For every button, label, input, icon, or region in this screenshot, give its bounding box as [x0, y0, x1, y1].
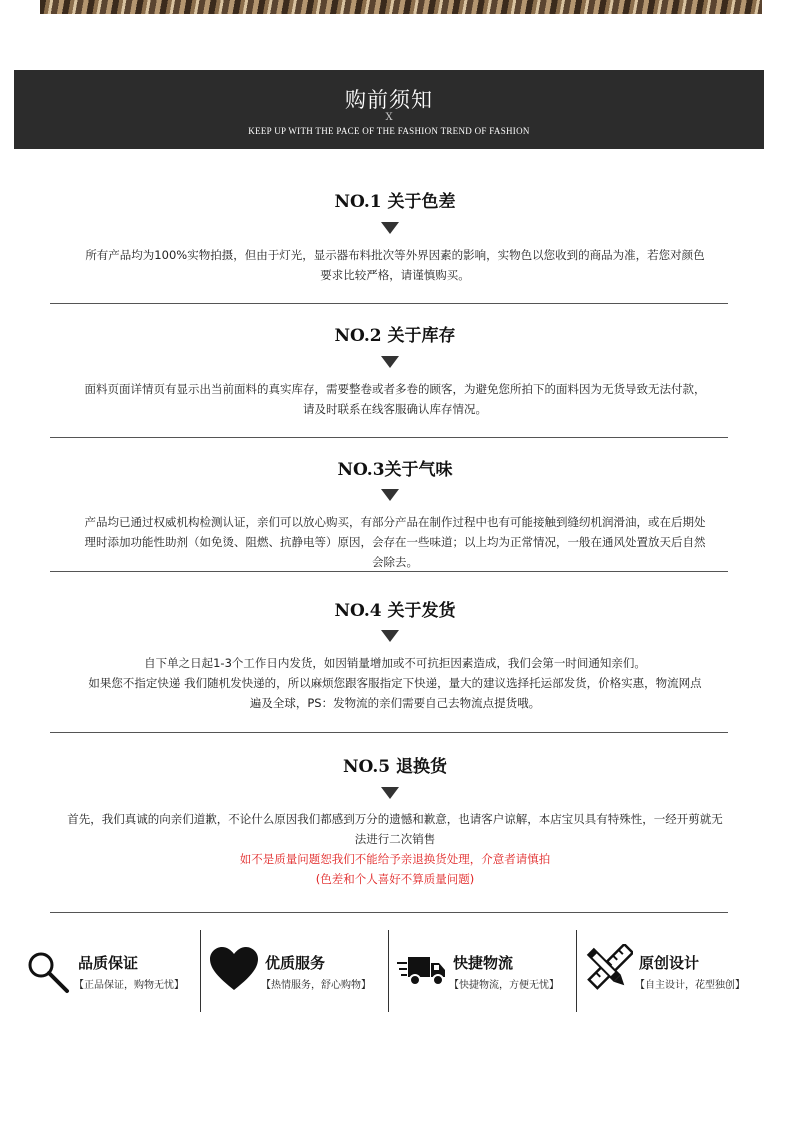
banner-subtitle: KEEP UP WITH THE PACE OF THE FASHION TREND OF FASHION [248, 126, 530, 136]
feature-quality [0, 930, 200, 1012]
section-5-title: NO.5 退换货 [342, 757, 448, 777]
chevron-down-icon [381, 356, 399, 368]
section-5-line: 法进行二次销售 [354, 832, 436, 846]
section-5-warning: 如不是质量问题恕我们不能给予亲退换货处理，介意者请慎拍 [239, 852, 551, 866]
feature-logistics [389, 930, 576, 1012]
divider [50, 912, 728, 913]
section-1-line: 所有产品均为100%实物拍摄，但由于灯光，显示器布料批次等外界因素的影响，实物色以您收到的商品为准，若您对颜色 [85, 248, 705, 262]
section-1-text [40, 245, 750, 285]
section-3-text [40, 512, 750, 572]
section-3-line: 产品均已通过权威机构检测认证，亲们可以放心购买，有部分产品在制作过程中也有可能接触到缝纫机润滑油，或在后期处 [84, 515, 706, 529]
section-3-line: 理时添加功能性助剂（如免烫、阻燃、抗静电等）原因，会存在一些味道；以上均为正常情况，一般在通风处置放天后自然 [84, 535, 706, 549]
feature-subtitle: 【热情服务，舒心购物】 [261, 980, 371, 991]
header-photo-strip [40, 0, 762, 14]
feature-design [577, 930, 767, 1012]
section-2-line: 面料页面详情页有显示出当前面料的真实库存，需要整卷或者多卷的顾客，为避免您所拍下的面料因为无货导致无法付款， [84, 382, 706, 396]
chevron-down-icon [381, 222, 399, 234]
heart-icon [209, 946, 259, 992]
section-3-line: 会除去。 [372, 555, 418, 569]
feature-title: 品质保证 [78, 954, 139, 972]
banner-title: 购前须知 [345, 88, 433, 112]
notice-banner [14, 70, 764, 149]
divider [50, 437, 728, 438]
feature-service [201, 930, 388, 1012]
section-2-text [40, 379, 750, 419]
chevron-down-icon [381, 489, 399, 501]
section-5-line: 首先，我们真诚的向亲们道歉，不论什么原因我们都感到万分的遗憾和歉意，也请客户谅解，本店宝贝具有特殊性，一经开剪就无 [67, 812, 723, 826]
section-2-title: NO.2 关于库存 [334, 326, 456, 346]
truck-icon [397, 954, 447, 988]
chevron-down-icon [381, 630, 399, 642]
section-4-title: NO.4 关于发货 [334, 601, 456, 621]
divider [50, 303, 728, 304]
section-3-title: NO.3关于气味 [337, 460, 453, 480]
section-1-title: NO.1 关于色差 [334, 192, 456, 212]
section-4-line: 遍及全球，PS：发物流的亲们需要自己去物流点提货哦。 [249, 696, 541, 710]
section-1-line: 要求比较严格，请谨慎购买。 [320, 268, 470, 282]
magnifier-icon [26, 950, 70, 994]
feature-title: 原创设计 [639, 954, 700, 972]
feature-subtitle: 【快捷物流，方便无忧】 [449, 980, 559, 991]
feature-subtitle: 【自主设计，花型独创】 [635, 980, 745, 991]
banner-mark: X [385, 112, 393, 123]
divider [50, 732, 728, 733]
section-5-text [40, 809, 750, 889]
feature-subtitle: 【正品保证，购物无忧】 [74, 980, 184, 991]
feature-title: 快捷物流 [453, 954, 514, 972]
section-5-warning: (色差和个人喜好不算质量问题) [315, 872, 475, 886]
section-4-line: 自下单之日起1-3个工作日内发货，如因销量增加或不可抗拒因素造成，我们会第一时间通知亲们。 [144, 656, 646, 670]
section-4-line: 如果您不指定快递 我们随机发快递的，所以麻烦您跟客服指定下快递，量大的建议选择托运部发货，价格实惠，物流网点 [88, 676, 702, 690]
feature-title: 优质服务 [265, 954, 326, 972]
divider [50, 571, 728, 572]
section-2-line: 请及时联系在线客服确认库存情况。 [303, 402, 487, 416]
pencil-ruler-icon [583, 944, 633, 994]
section-4-text [40, 653, 750, 713]
chevron-down-icon [381, 787, 399, 799]
